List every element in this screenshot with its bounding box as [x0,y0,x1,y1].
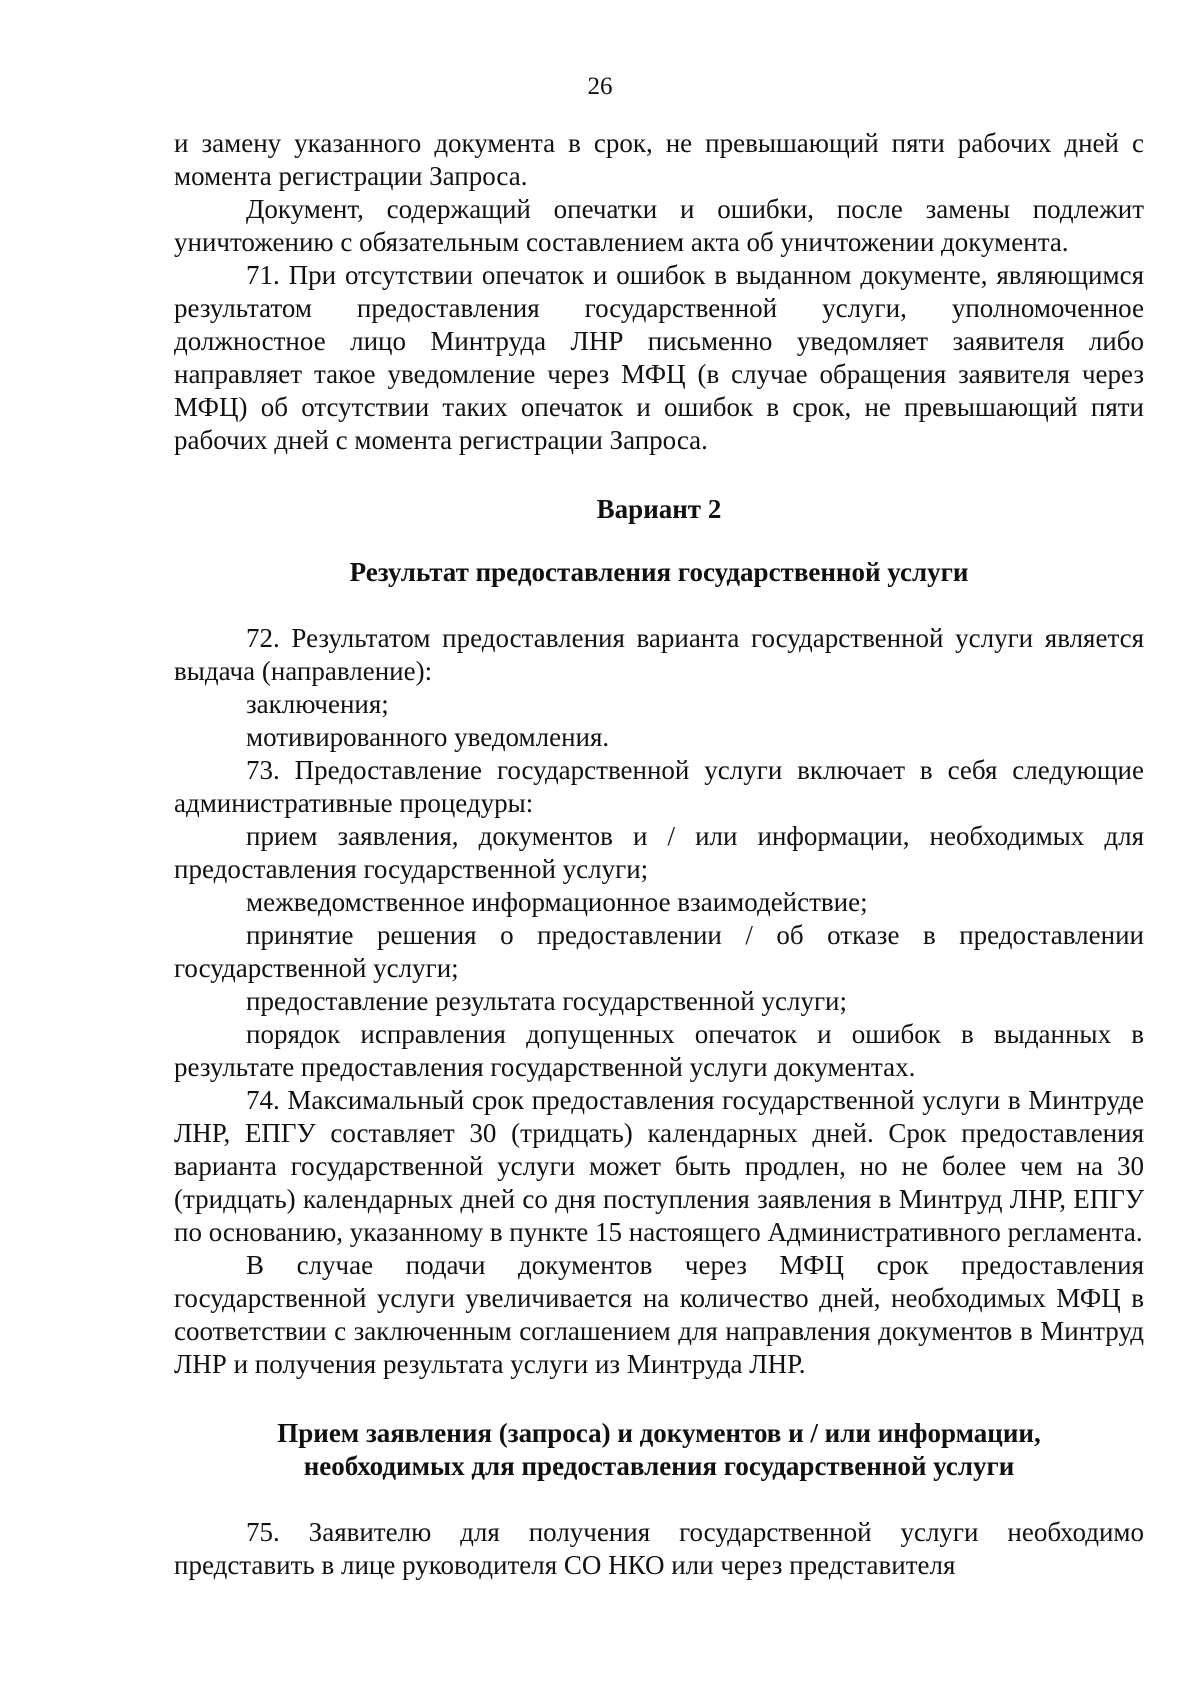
heading-reception-line1: Прием заявления (запроса) и документов и / или информации, [277,1418,1041,1448]
paragraph-71: 71. При отсутствии опечаток и ошибок в выданном документе, являющимся результатом предоставления государственной услуги, уполномоченное должностное лицо Минтруда ЛНР письменно уведомляет заявителя либо направляет такое уведомление через МФЦ (в случае обращения заявителя через МФЦ) об отсутствии таких опечаток и ошибок в срок, не превышающий пяти рабочих дней с момента регистрации Запроса. [174,260,1144,455]
page-number: 26 [587,73,613,100]
list-item: межведомственное информационное взаимодействие; [246,887,868,917]
list-item: мотивированного уведомления. [246,722,610,752]
list-item: порядок исправления допущенных опечаток и ошибок в выданных в результате предоставления государственной услуги документах. [174,1019,1144,1082]
document-body [174,127,1144,1582]
paragraph-72: 72. Результатом предоставления варианта государственной услуги является выдача (направление): [174,623,1144,686]
paragraph-74: 74. Максимальный срок предоставления государственной услуги в Минтруде ЛНР, ЕПГУ составляет 30 (тридцать) календарных дней. Срок предоставления варианта государственной услуги может быть продлен, но не более чем на 30 (тридцать) календарных дней со дня поступления заявления в Минтруд ЛНР, ЕПГУ по основанию, указанному в пункте 15 настоящего Административного регламента. [174,1085,1144,1247]
heading-variant: Вариант 2 [596,494,722,524]
list-item: принятие решения о предоставлении / об отказе в предоставлении государственной услуги; [174,920,1144,983]
list-item: предоставление результата государственной услуги; [246,986,847,1016]
list-item: заключения; [246,689,389,719]
paragraph-document-destruction: Документ, содержащий опечатки и ошибки, после замены подлежит уничтожению с обязательным составлением акта об уничтожении документа. [174,194,1144,257]
paragraph-74-mfc: В случае подачи документов через МФЦ срок предоставления государственной услуги увеличивается на количество дней, необходимых МФЦ в соответствии с заключенным соглашением для направления документов в Минтруд ЛНР и получения результата услуги из Минтруда ЛНР. [174,1250,1144,1379]
heading-reception-line2: необходимых для предоставления государственной услуги [303,1451,1015,1481]
list-item: прием заявления, документов и / или информации, необходимых для предоставления государственной услуги; [174,821,1144,884]
paragraph-73: 73. Предоставление государственной услуги включает в себя следующие административные процедуры: [174,755,1144,818]
heading-service-result: Результат предоставления государственной услуги [349,557,969,587]
paragraph-75: 75. Заявителю для получения государственной услуги необходимо представить в лице руководителя СО НКО или через представителя [174,1517,1144,1580]
paragraph-continuation: и замену указанного документа в срок, не превышающий пяти рабочих дней с момента регистрации Запроса. [174,128,1144,191]
